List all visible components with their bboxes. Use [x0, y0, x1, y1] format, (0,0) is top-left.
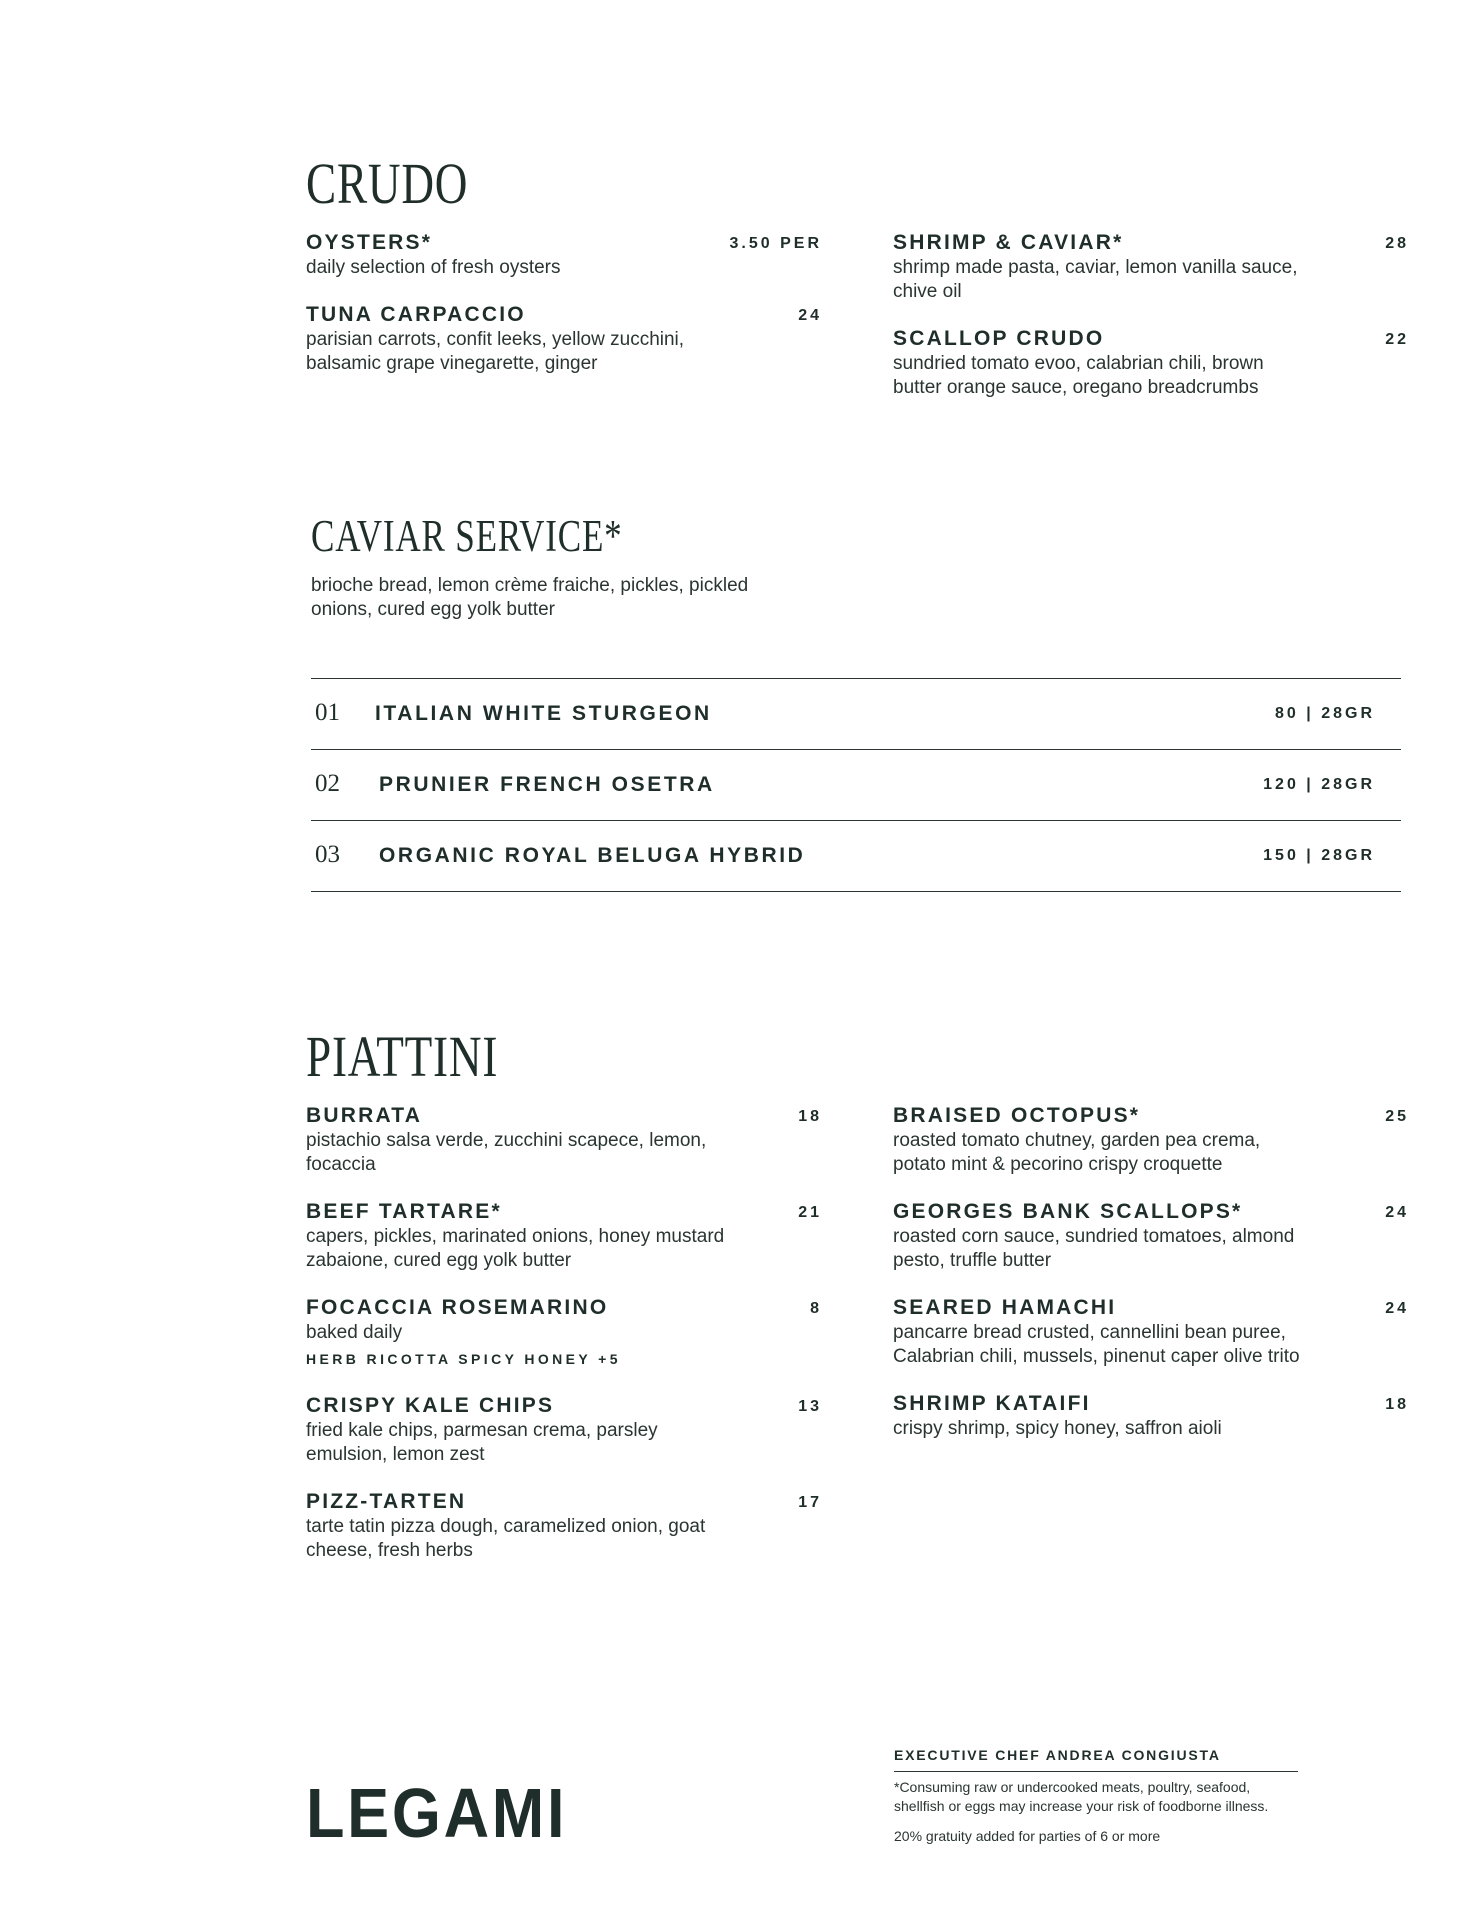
piattini-right-column [893, 1103, 1409, 1463]
item-description: daily selection of fresh oysters [306, 257, 561, 278]
caviar-service-description: brioche bread, lemon crème fraiche, pickles, pickled onions, cured egg yolk butter [311, 575, 749, 620]
caviar-price: 80 | 28GR [1275, 705, 1375, 722]
item-price: 18 [798, 1108, 822, 1125]
menu-item-oysters [306, 230, 822, 280]
food-safety-notice: *Consuming raw or undercooked meats, poultry, seafood, shellfish or eggs may increase your risk of foodborne illness. [894, 1779, 1269, 1814]
item-name: SHRIMP KATAIFI [893, 1392, 1091, 1415]
piattini-left-column [306, 1103, 822, 1585]
executive-chef: EXECUTIVE CHEF ANDREA CONGIUSTA [894, 1745, 1298, 1772]
item-name: SHRIMP & CAVIAR* [893, 231, 1124, 254]
item-description: sundried tomato evoo, calabrian chili, brown butter orange sauce, oregano breadcrumbs [893, 353, 1264, 398]
caviar-price: 150 | 28GR [1263, 847, 1375, 864]
caviar-row [311, 821, 1401, 892]
caviar-name: ORGANIC ROYAL BELUGA HYBRID [379, 844, 806, 867]
crudo-right-column [893, 230, 1409, 422]
item-name: OYSTERS* [306, 231, 433, 254]
item-price: 22 [1385, 331, 1409, 348]
item-description: roasted corn sauce, sundried tomatoes, almond pesto, truffle butter [893, 1226, 1295, 1271]
item-name: GEORGES BANK SCALLOPS* [893, 1200, 1243, 1223]
item-description: crispy shrimp, spicy honey, saffron aioli [893, 1418, 1222, 1439]
caviar-number: 01 [315, 699, 340, 726]
item-description: pancarre bread crusted, cannellini bean puree, Calabrian chili, mussels, pinenut caper olive trito [893, 1322, 1300, 1367]
item-price: 24 [1385, 1204, 1409, 1221]
item-name: BRAISED OCTOPUS* [893, 1104, 1141, 1127]
crudo-left-column [306, 230, 822, 398]
item-name: SEARED HAMACHI [893, 1296, 1117, 1319]
footer-info [894, 1745, 1298, 1846]
item-price: 21 [798, 1204, 822, 1221]
item-price: 18 [1385, 1396, 1409, 1413]
item-addon: HERB RICOTTA SPICY HONEY +5 [306, 1351, 621, 1367]
crudo-title: CRUDO [306, 151, 469, 216]
item-description: tarte tatin pizza dough, caramelized onion, goat cheese, fresh herbs [306, 1516, 706, 1561]
menu-item-tuna-carpaccio [306, 302, 822, 376]
gratuity-notice: 20% gratuity added for parties of 6 or more [894, 1828, 1161, 1844]
item-price: 24 [798, 307, 822, 324]
item-name: BURRATA [306, 1104, 423, 1127]
item-name: BEEF TARTARE* [306, 1200, 502, 1223]
item-price: 8 [810, 1300, 822, 1317]
caviar-number: 03 [315, 841, 340, 868]
menu-item-seared-hamachi [893, 1295, 1409, 1369]
caviar-price: 120 | 28GR [1263, 776, 1375, 793]
item-name: TUNA CARPACCIO [306, 303, 526, 326]
item-price: 28 [1385, 235, 1409, 252]
menu-item-shrimp-kataifi [893, 1391, 1409, 1441]
caviar-number: 02 [315, 770, 340, 797]
menu-item-braised-octopus [893, 1103, 1409, 1177]
item-description: capers, pickles, marinated onions, honey mustard zabaione, cured egg yolk butter [306, 1226, 725, 1271]
item-name: FOCACCIA ROSEMARINO [306, 1296, 609, 1319]
item-description: pistachio salsa verde, zucchini scapece, lemon, focaccia [306, 1130, 707, 1175]
item-price: 24 [1385, 1300, 1409, 1317]
item-price: 25 [1385, 1108, 1409, 1125]
menu-item-pizz-tarten [306, 1489, 822, 1563]
item-price: 17 [798, 1494, 822, 1511]
item-description: shrimp made pasta, caviar, lemon vanilla sauce, chive oil [893, 257, 1298, 302]
item-name: PIZZ-TARTEN [306, 1490, 467, 1513]
legami-logo: LEGAMI [306, 1774, 568, 1852]
menu-item-focaccia-rosemarino [306, 1295, 822, 1371]
item-name: CRISPY KALE CHIPS [306, 1394, 555, 1417]
menu-item-scallop-crudo [893, 326, 1409, 400]
menu-item-crispy-kale-chips [306, 1393, 822, 1467]
caviar-name: ITALIAN WHITE STURGEON [375, 702, 712, 725]
item-price: 13 [798, 1398, 822, 1415]
item-description: fried kale chips, parmesan crema, parsley emulsion, lemon zest [306, 1420, 658, 1465]
menu-item-georges-bank-scallops [893, 1199, 1409, 1273]
item-name: SCALLOP CRUDO [893, 327, 1105, 350]
caviar-row [311, 750, 1401, 821]
menu-item-beef-tartare [306, 1199, 822, 1273]
menu-item-shrimp-caviar [893, 230, 1409, 304]
item-description: roasted tomato chutney, garden pea crema, potato mint & pecorino crispy croquette [893, 1130, 1261, 1175]
caviar-row [311, 679, 1401, 750]
caviar-service-title: CAVIAR SERVICE* [311, 511, 623, 561]
item-price: 3.50 PER [729, 235, 822, 252]
item-description: baked daily [306, 1322, 403, 1343]
caviar-name: PRUNIER FRENCH OSETRA [379, 773, 715, 796]
menu-item-burrata [306, 1103, 822, 1177]
piattini-title: PIATTINI [306, 1024, 499, 1089]
item-description: parisian carrots, confit leeks, yellow zucchini, balsamic grape vinegarette, ginger [306, 329, 685, 374]
caviar-table [311, 678, 1401, 892]
